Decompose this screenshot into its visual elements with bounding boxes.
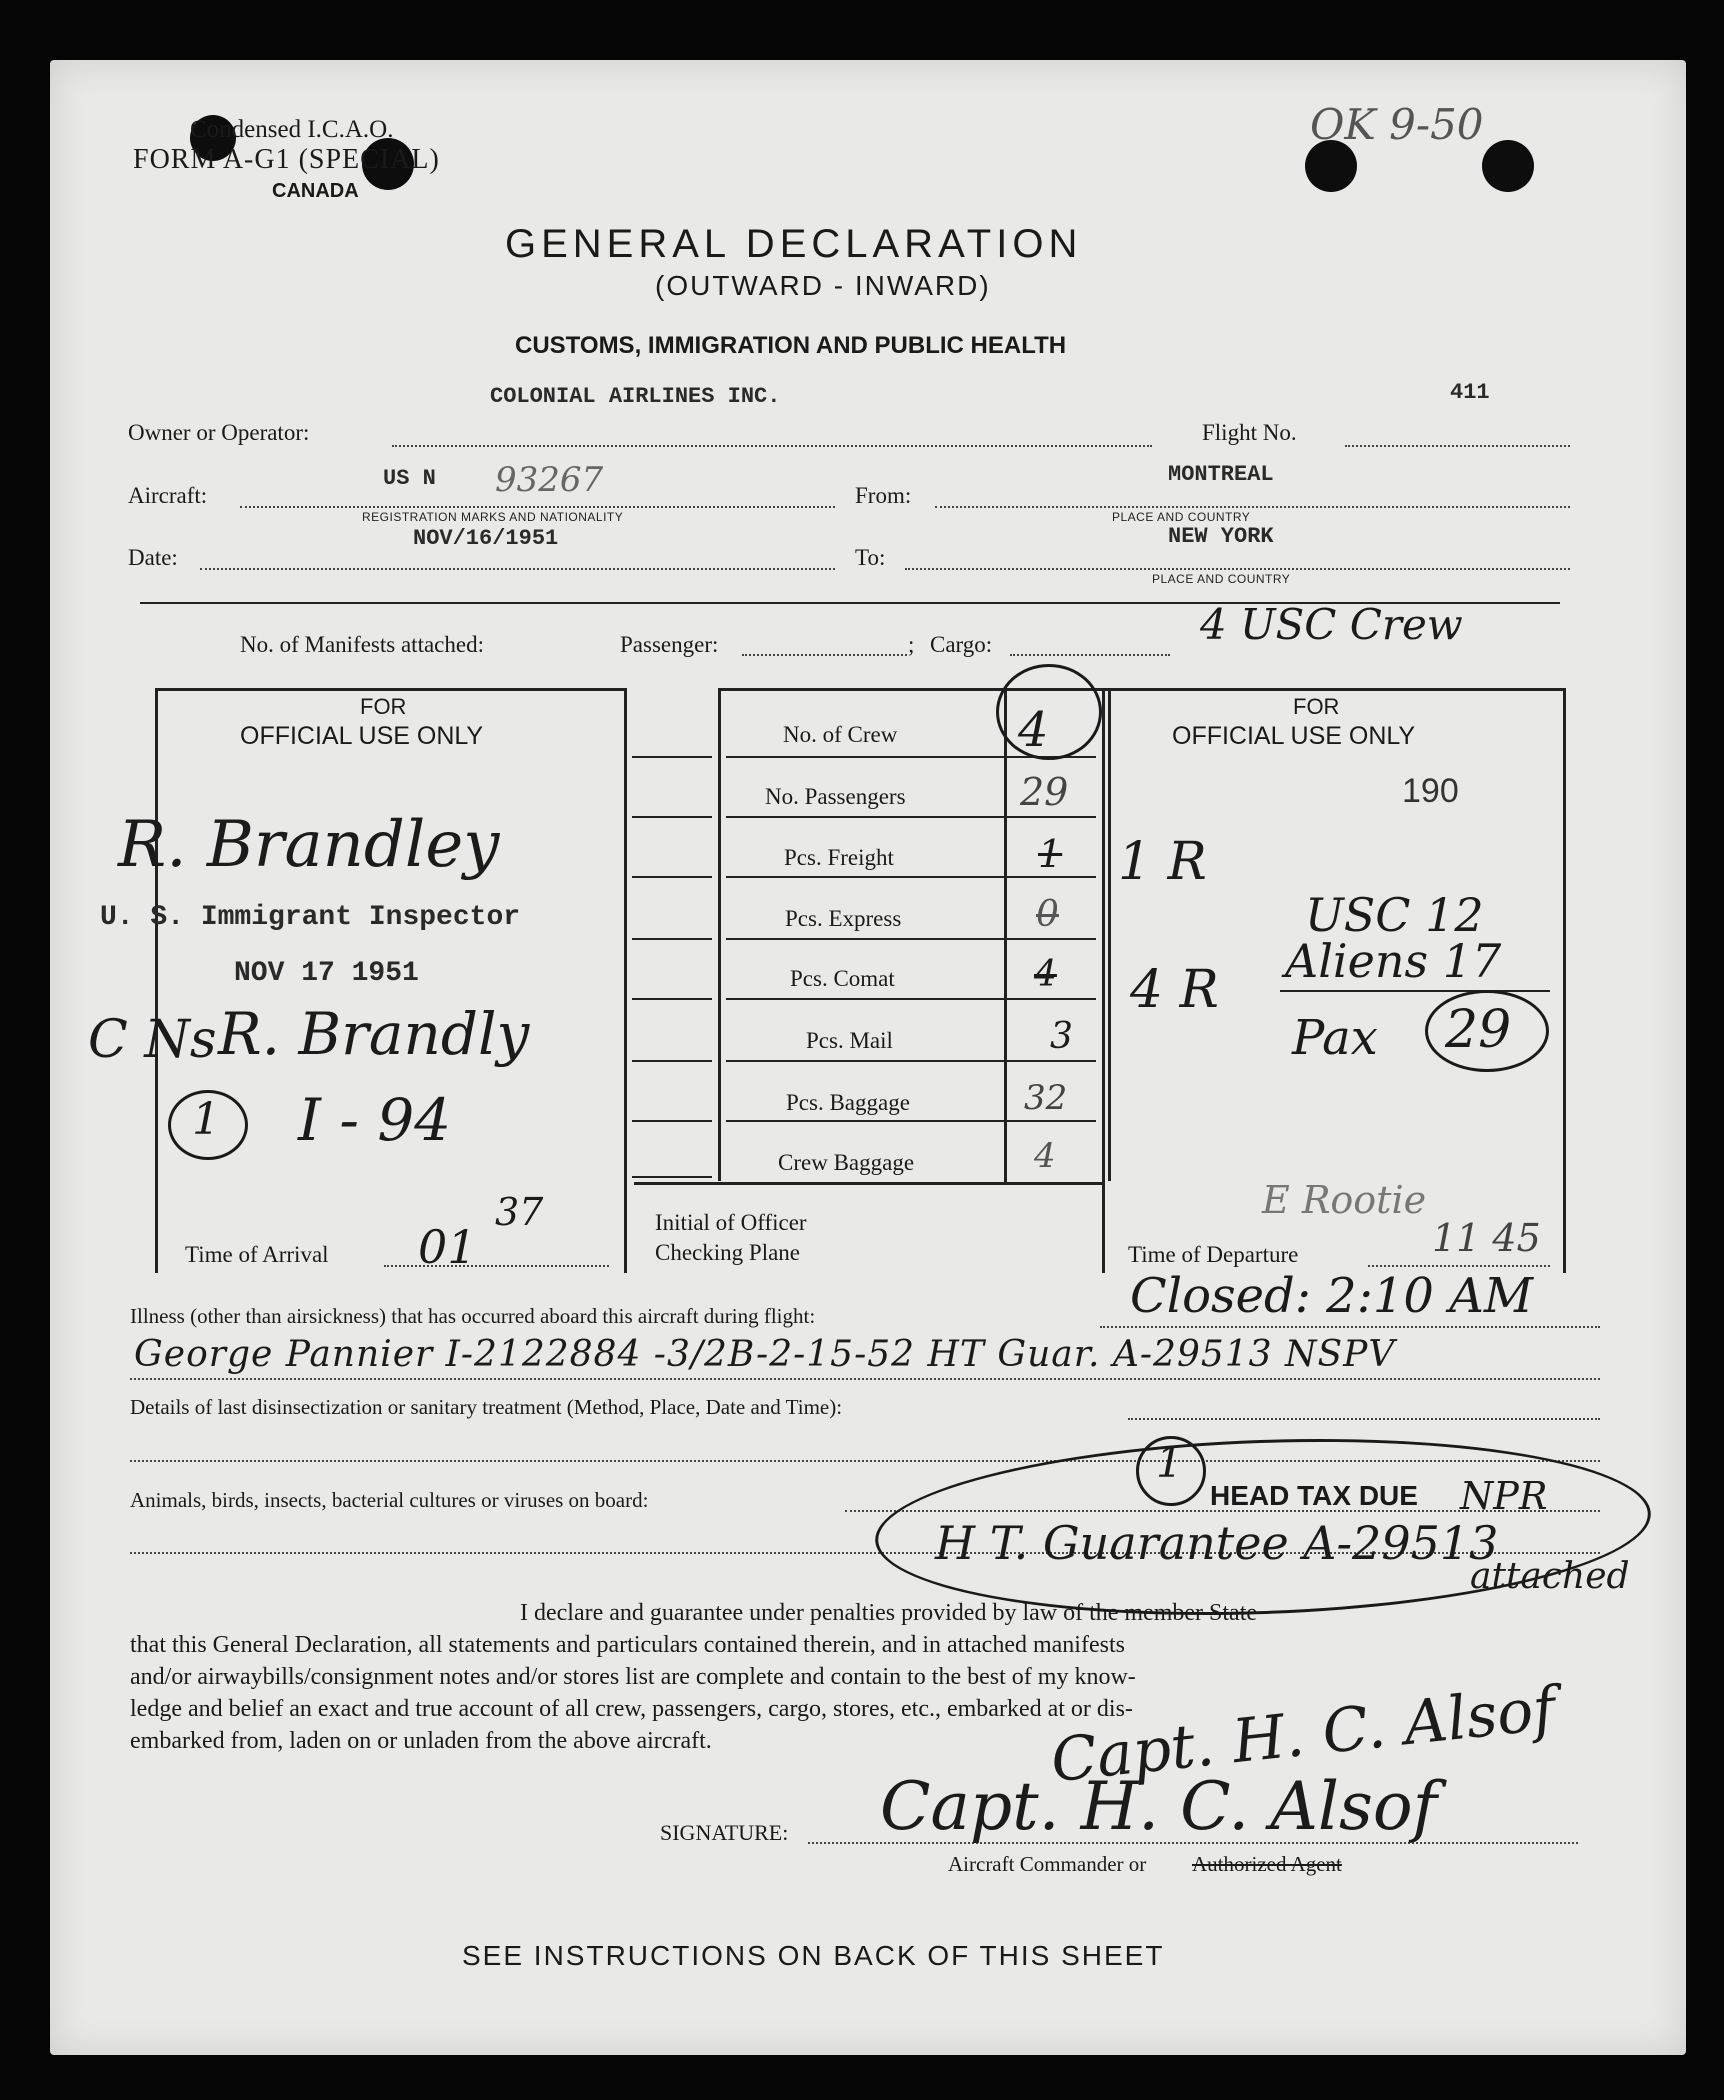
inspector-signature: R. Brandley <box>118 808 500 882</box>
cns-signature: R. Brandly <box>218 1000 530 1068</box>
declaration-line: embarked from, laden on or unladen from the above aircraft. <box>130 1728 712 1754</box>
headtax-number: 1 <box>1156 1438 1183 1487</box>
blank-line <box>632 938 712 940</box>
row-divider <box>726 938 1096 940</box>
cargo-label: Cargo: <box>930 632 993 657</box>
row-label: No. of Crew <box>783 722 898 747</box>
aircraft-value: US N <box>383 466 436 491</box>
freight-note: 1 R <box>1118 832 1207 892</box>
from-value: MONTREAL <box>1168 462 1274 487</box>
row-value: 4 <box>1018 702 1049 758</box>
pax-value: 29 <box>1445 1000 1512 1060</box>
blank-line <box>632 756 712 758</box>
aircraft-number: 93267 <box>495 460 604 500</box>
right-official-head1: FOR <box>1293 694 1340 719</box>
arrival-value: 01 <box>418 1220 477 1274</box>
row-divider <box>726 998 1096 1000</box>
illness-value: George Pannier I-2122884 -3/2B-2-15-52 HT Guar. A-29513 NSPV <box>134 1334 1396 1375</box>
punch-hole <box>1482 140 1534 192</box>
left-official-head1: FOR <box>360 694 407 719</box>
row-label: Pcs. Freight <box>784 845 894 870</box>
row-label: Pcs. Baggage <box>786 1090 910 1115</box>
owner-value: COLONIAL AIRLINES INC. <box>490 384 781 409</box>
from-line <box>935 506 1570 508</box>
npr-note: NPR <box>1460 1474 1548 1518</box>
blank-line <box>632 1060 712 1062</box>
from-caption: PLACE AND COUNTRY <box>1112 510 1251 524</box>
usc-note: USC 12 <box>1305 888 1484 942</box>
departure-line <box>1368 1265 1550 1267</box>
footer-instructions: SEE INSTRUCTIONS ON BACK OF THIS SHEET <box>462 1940 1165 1971</box>
to-line <box>905 568 1570 570</box>
value-column-divider <box>1004 688 1007 1182</box>
right-stamp: 190 <box>1402 772 1459 810</box>
disinsect-line <box>1128 1418 1600 1420</box>
arrival-minutes: 37 <box>495 1190 544 1234</box>
table-bottom-line <box>634 1182 1102 1185</box>
form-title: GENERAL DECLARATION <box>505 222 1083 266</box>
circle-one-number: 1 <box>192 1094 220 1145</box>
disinsect-label: Details of last disinsectization or sanitary treatment (Method, Place, Date and Time): <box>130 1395 843 1419</box>
flight-value: 411 <box>1450 380 1490 405</box>
row-label: No. Passengers <box>765 784 906 809</box>
row-value: 4 <box>1034 954 1057 995</box>
owner-label: Owner or Operator: <box>128 420 310 445</box>
tally-underline <box>1280 990 1550 992</box>
row-label: Crew Baggage <box>778 1150 915 1175</box>
declaration-line: ledge and belief an exact and true account of all crew, passengers, cargo, stores, etc., embarked at or dis- <box>130 1696 1133 1722</box>
row-value: 4 <box>1034 1136 1056 1176</box>
form-code-line1: Condensed I.C.A.O. <box>190 116 394 143</box>
illness-label: Illness (other than airsickness) that has occurred aboard this aircraft during flight: <box>130 1304 816 1328</box>
aircraft-caption: REGISTRATION MARKS AND NATIONALITY <box>362 510 624 524</box>
flight-label: Flight No. <box>1202 420 1297 445</box>
departure-label: Time of Departure <box>1128 1242 1299 1267</box>
from-label: From: <box>855 483 912 508</box>
inspector-title: U. S. Immigrant Inspector <box>100 902 521 933</box>
aircraft-line <box>240 506 835 508</box>
declaration-line: I declare and guarantee under penalties provided by law of the member State <box>520 1600 1258 1626</box>
passenger-label: Passenger: <box>620 632 719 657</box>
date-value: NOV/16/1951 <box>413 526 559 551</box>
signer-caption-struck: Authorized Agent <box>1192 1852 1342 1876</box>
to-caption: PLACE AND COUNTRY <box>1152 572 1291 586</box>
aircraft-label: Aircraft: <box>128 483 208 508</box>
departure-note: E Rootie <box>1262 1178 1427 1222</box>
right-official-head2: OFFICIAL USE ONLY <box>1172 722 1416 750</box>
row-value: 29 <box>1020 770 1069 814</box>
passenger-line <box>742 654 907 656</box>
guarantee-note: H T. Guarantee A-29513 <box>935 1516 1499 1570</box>
arrival-label: Time of Arrival <box>185 1242 329 1267</box>
row-value: 0 <box>1036 894 1059 935</box>
date-label: Date: <box>128 545 178 570</box>
separator: ; <box>908 632 915 657</box>
blank-line <box>632 1176 712 1178</box>
initial-label-2: Checking Plane <box>655 1240 800 1265</box>
to-value: NEW YORK <box>1168 524 1274 549</box>
stamp-date: NOV 17 1951 <box>234 958 419 989</box>
crew-circle <box>996 664 1102 760</box>
row-divider <box>726 1060 1096 1062</box>
form-subtitle-2: CUSTOMS, IMMIGRATION AND PUBLIC HEALTH <box>515 332 1067 359</box>
row-label: Pcs. Comat <box>790 966 895 991</box>
form-code-line2: FORM A-G1 (SPECIAL) <box>133 144 440 175</box>
to-label: To: <box>855 545 886 570</box>
captain-signature-2: Capt. H. C. Alsof <box>880 1768 1438 1845</box>
blank-line <box>632 1120 712 1122</box>
date-line <box>200 568 835 570</box>
owner-line <box>392 445 1152 447</box>
pax-label: Pax <box>1292 1010 1378 1066</box>
captain-signature-1: Capt. H. C. Alsof <box>1047 1673 1559 1797</box>
cargo-line <box>1010 654 1170 656</box>
manifests-label: No. of Manifests attached: <box>240 632 484 657</box>
departure-value: 11 45 <box>1432 1216 1541 1260</box>
cns-prefix: C Ns <box>88 1010 217 1070</box>
animals-label: Animals, birds, insects, bacterial cultures or viruses on board: <box>130 1488 649 1512</box>
top-right-note: OK 9-50 <box>1310 100 1484 149</box>
row-value: 32 <box>1024 1078 1068 1118</box>
illness-line-2 <box>130 1378 1600 1380</box>
left-official-head2: OFFICIAL USE ONLY <box>240 722 484 750</box>
row-label: Pcs. Mail <box>806 1028 893 1053</box>
row-divider <box>726 876 1096 878</box>
blank-line <box>632 998 712 1000</box>
initial-label-1: Initial of Officer <box>655 1210 807 1235</box>
i94-note: I - 94 <box>298 1086 452 1154</box>
signature-label: SIGNATURE: <box>660 1820 789 1845</box>
declaration-line: that this General Declaration, all statements and particulars contained therein, and in attached manifests <box>130 1632 1125 1658</box>
form-subtitle: (OUTWARD - INWARD) <box>655 270 991 301</box>
blank-line <box>632 816 712 818</box>
headtax-stamp: HEAD TAX DUE <box>1210 1480 1418 1511</box>
aliens-note: Aliens 17 <box>1285 934 1502 988</box>
row-divider <box>726 816 1096 818</box>
flight-line <box>1345 445 1570 447</box>
illness-line <box>1100 1326 1600 1328</box>
row-value: 3 <box>1050 1016 1073 1057</box>
blank-line <box>632 876 712 878</box>
comat-note: 4 R <box>1130 960 1219 1020</box>
row-divider <box>726 1120 1096 1122</box>
attached-note: attached <box>1470 1556 1630 1597</box>
row-label: Pcs. Express <box>785 906 902 931</box>
manifest-note: 4 USC Crew <box>1200 600 1463 649</box>
declaration-line: and/or airwaybills/consignment notes and/or stores list are complete and contain to the best of my know- <box>130 1664 1136 1690</box>
row-value: 1 <box>1038 832 1063 876</box>
closed-note: Closed: 2:10 AM <box>1130 1268 1534 1324</box>
signer-caption: Aircraft Commander or <box>948 1852 1147 1876</box>
form-country: CANADA <box>272 180 359 202</box>
